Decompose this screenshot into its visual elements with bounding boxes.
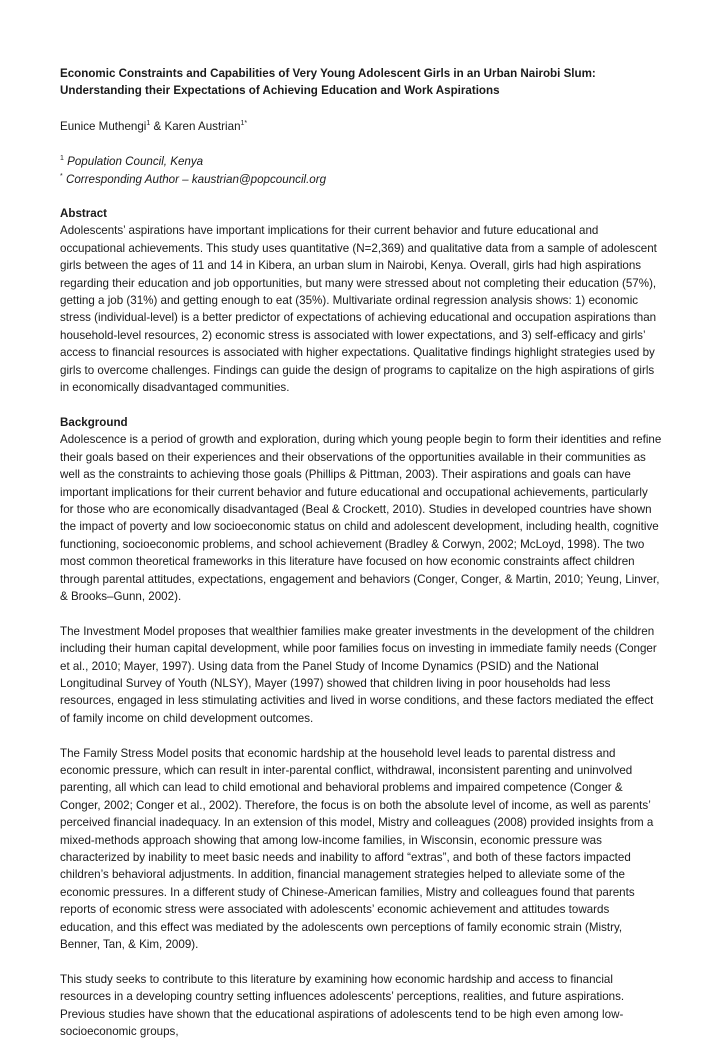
affiliation-line [60, 153, 664, 170]
author-affiliation-marker: 1 [146, 119, 151, 127]
affiliation-text: Population Council, Kenya [63, 155, 204, 169]
body-paragraph: Adolescence is a period of growth and exploration, during which young people begin to form their identities and refine their goals based on their experiences and their observations of the opportunities available in their communities as well as the constraints to achieving those goals (Phillips & Pittman, 2003). Their aspirations and goals can have important implications for their current behavior and future educational and occupational achievements, particularly for those who are economically disadvantaged (Beal & Crockett, 2010). Studies in developed countries have shown the impact of poverty and low socioeconomic status on child and adolescent development, including health, cognitive functioning, socioeconomic problems, and school achievement (Bradley & Corwyn, 2002; McLoyd, 1998). The two most common theoretical frameworks in this literature have focused on how economic constraints affect children through parental attitudes, expectations, engagement and behaviors (Conger, Conger, & Martin, 2010; Yeung, Linver, & Brooks–Gunn, 2002). [60, 433, 662, 603]
paper-title: Economic Constraints and Capabilities of Very Young Adolescent Girls in an Urban Nairobi Slum: Understanding their Expectations of Achieving Education and Work Aspirations [60, 67, 596, 98]
body-paragraph: The Investment Model proposes that wealthier families make greater investments in the development of the children including their human capital development, while poor families focus on investing in immediate family needs (Conger et al., 2010; Mayer, 1997). Using data from the Panel Study of Income Dynamics (PSID) and the National Longitudinal Survey of Youth (NLSY), Mayer (1997) showed that children living in poor households had less resources, engaged in less stimulating activities and lived in worse conditions, and these factors mediated the effect of family income on child development outcomes. [60, 624, 657, 725]
affiliations [60, 153, 664, 188]
affiliation-marker: 1 [60, 155, 64, 163]
abstract-heading: Abstract [60, 207, 108, 221]
author-name: Karen Austrian [164, 119, 241, 133]
body-paragraph: The Family Stress Model posits that economic hardship at the household level leads to parental distress and economic pressure, which can result in inter-parental conflict, withdrawal, inconsistent parenting and uninvolved parenting, all which can lead to child emotional and behavioral problems and impaired competence (Conger & Conger, 2002; Conger et al., 2002). Therefore, the focus is on both the absolute level of income, as well as parents’ perceived financial inadequacy. In an extension of this model, Mistry and colleagues (2008) provided insights from a mixed-methods approach showing that among low-income families, in Wisconsin, economic pressure was characterized by inability to meet basic needs and inability to afford “extras”, and both of these factors impacted children’s behavioral adjustments. In addition, financial management strategies helped to alleviate some of the economic pressures. In a different study of Chinese-American families, Mistry and colleagues found that parents reports of economic stress were associated with adolescents’ economic achievement and attitudes towards education, and this effect was mediated by the adolescents own perceptions of family economic strain (Mistry, Benner, Tan, & Kim, 2009). [60, 746, 654, 952]
corresponding-author-line [60, 171, 664, 188]
author-name: Eunice Muthengi [60, 119, 147, 133]
background-heading: Background [60, 415, 128, 429]
author-line [60, 118, 664, 135]
body-paragraph: This study seeks to contribute to this literature by examining how economic hardship and access to financial resources in a developing country setting influences adolescents’ perceptions, realities, and future aspirations. Previous studies have shown that the educational aspirations of adolescents tend to be high even among low-socioeconomic groups, [60, 972, 625, 1039]
corresponding-marker: * [60, 172, 63, 180]
author-separator: & [150, 119, 165, 133]
abstract-text: Adolescents’ aspirations have important implications for their current behavior and future educational and occupational achievements. This study uses quantitative (N=2,369) and qualitative data from a sample of adolescent girls between the ages of 11 and 14 in Kibera, an urban slum in Nairobi, Kenya. Overall, girls had high aspirations regarding their education and job opportunities, but many were stressed about not completing their education (57%), getting a job (31%) and getting enough to eat (35%). Multivariate ordinal regression analysis shows: 1) economic stress (individual-level) is a better predictor of expectations of achieving educational and occupation aspirations than household-level resources, 2) economic stress is associated with lower expectations, and 3) self-efficacy and girls’ access to financial resources is associated with higher expectations. Qualitative findings highlight strategies used by girls to overcome challenges. Findings can guide the design of programs to capitalize on the high aspirations of girls in economically disadvantaged communities. [60, 224, 657, 395]
corresponding-author-text: Corresponding Author – kaustrian@popcouncil.org [62, 172, 327, 186]
author-affiliation-marker: 1* [240, 119, 248, 127]
